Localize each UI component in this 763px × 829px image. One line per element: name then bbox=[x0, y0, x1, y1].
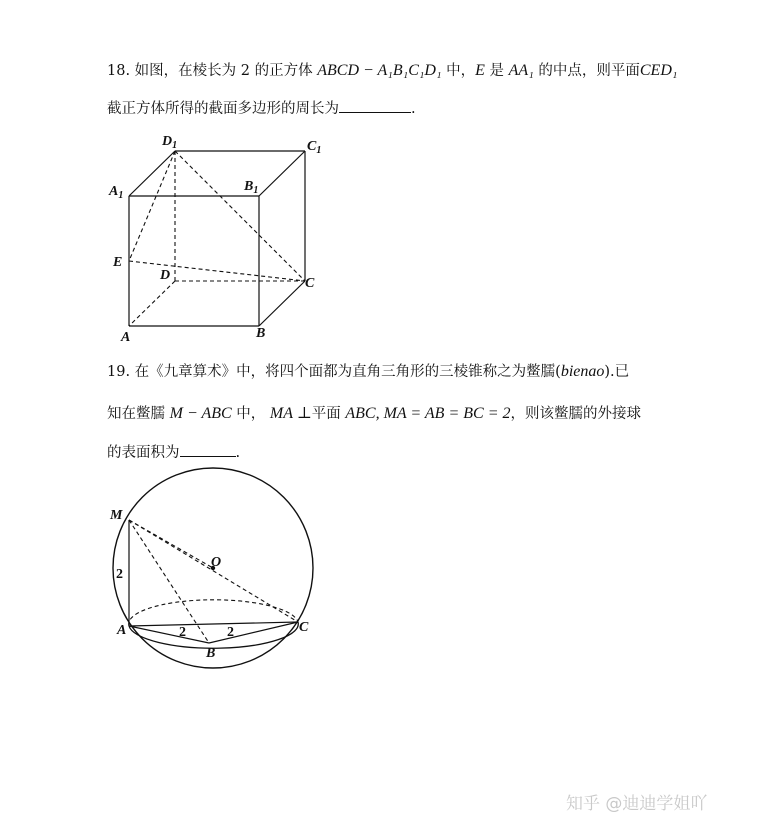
q18-text-5: 截正方体所得的截面多边形的周长为 bbox=[107, 101, 339, 117]
label-m: M bbox=[110, 508, 123, 523]
q19-line-2 bbox=[107, 404, 641, 424]
sphere-figure bbox=[109, 468, 313, 668]
label-bc-length: 2 bbox=[227, 625, 234, 640]
label-o: O bbox=[211, 555, 222, 570]
q19-text-1: 在《九章算术》中，将四个面都为直角三角形的三棱锥称之为鳖臑( bbox=[134, 364, 561, 380]
q18-period: . bbox=[411, 101, 416, 117]
q18-text-2: 中， bbox=[446, 63, 476, 79]
label-a-sphere: A bbox=[117, 623, 127, 638]
q19-text-5: 平面 bbox=[311, 406, 341, 422]
q18-number: 18. bbox=[107, 63, 131, 79]
label-b1: $B_1$ bbox=[244, 179, 259, 196]
q18-math-plane: CED₁ bbox=[639, 62, 678, 79]
label-c: C bbox=[305, 276, 315, 291]
q19-math-bienao: bienao bbox=[560, 363, 605, 380]
q18-text-4: 的中点，则平面 bbox=[538, 63, 640, 79]
label-c1: $C_1$ bbox=[307, 139, 322, 156]
q18-math-aa1: AA₁ bbox=[508, 62, 534, 79]
label-d: D bbox=[160, 268, 171, 283]
q19-number: 19. bbox=[107, 364, 131, 380]
q19-line-1 bbox=[107, 362, 629, 382]
q19-math-lengths: ABC, MA = AB = BC = 2 bbox=[345, 405, 511, 422]
q18-text-1: 如图，在棱长为 2 的正方体 bbox=[134, 63, 313, 79]
label-b-sphere: B bbox=[206, 646, 216, 661]
label-b: B bbox=[256, 326, 266, 341]
q18-text-3: 是 bbox=[489, 63, 505, 79]
q19-math-tetra: M − ABC bbox=[169, 405, 232, 422]
label-a1: $A_1$ bbox=[109, 184, 124, 201]
label-e: E bbox=[113, 255, 123, 270]
q19-math-perp: MA ⊥ bbox=[269, 405, 312, 422]
q19-period: . bbox=[235, 445, 241, 461]
q19-text-6: ，则该鳖臑的外接球 bbox=[510, 406, 641, 422]
q19-text-3: 知在鳖臑 bbox=[107, 406, 165, 422]
watermark: 知乎 @迪迪学姐吖 bbox=[566, 794, 708, 814]
q19-text-4: 中， bbox=[236, 406, 266, 422]
label-ma-length: 2 bbox=[116, 567, 123, 582]
q18-math-e: E bbox=[475, 62, 485, 79]
q19-text-7: 的表面积为 bbox=[107, 445, 180, 461]
q19-text-2: ).已 bbox=[604, 364, 630, 380]
label-a: A bbox=[121, 330, 131, 345]
q19-line-3 bbox=[107, 442, 240, 463]
label-ab-length: 2 bbox=[179, 625, 186, 640]
q18-math-cube: ABCD − A₁B₁C₁D₁ bbox=[317, 62, 442, 79]
label-c-sphere: C bbox=[299, 620, 309, 635]
label-d1: $D_1$ bbox=[162, 134, 178, 151]
q19-answer-blank[interactable] bbox=[180, 442, 236, 457]
